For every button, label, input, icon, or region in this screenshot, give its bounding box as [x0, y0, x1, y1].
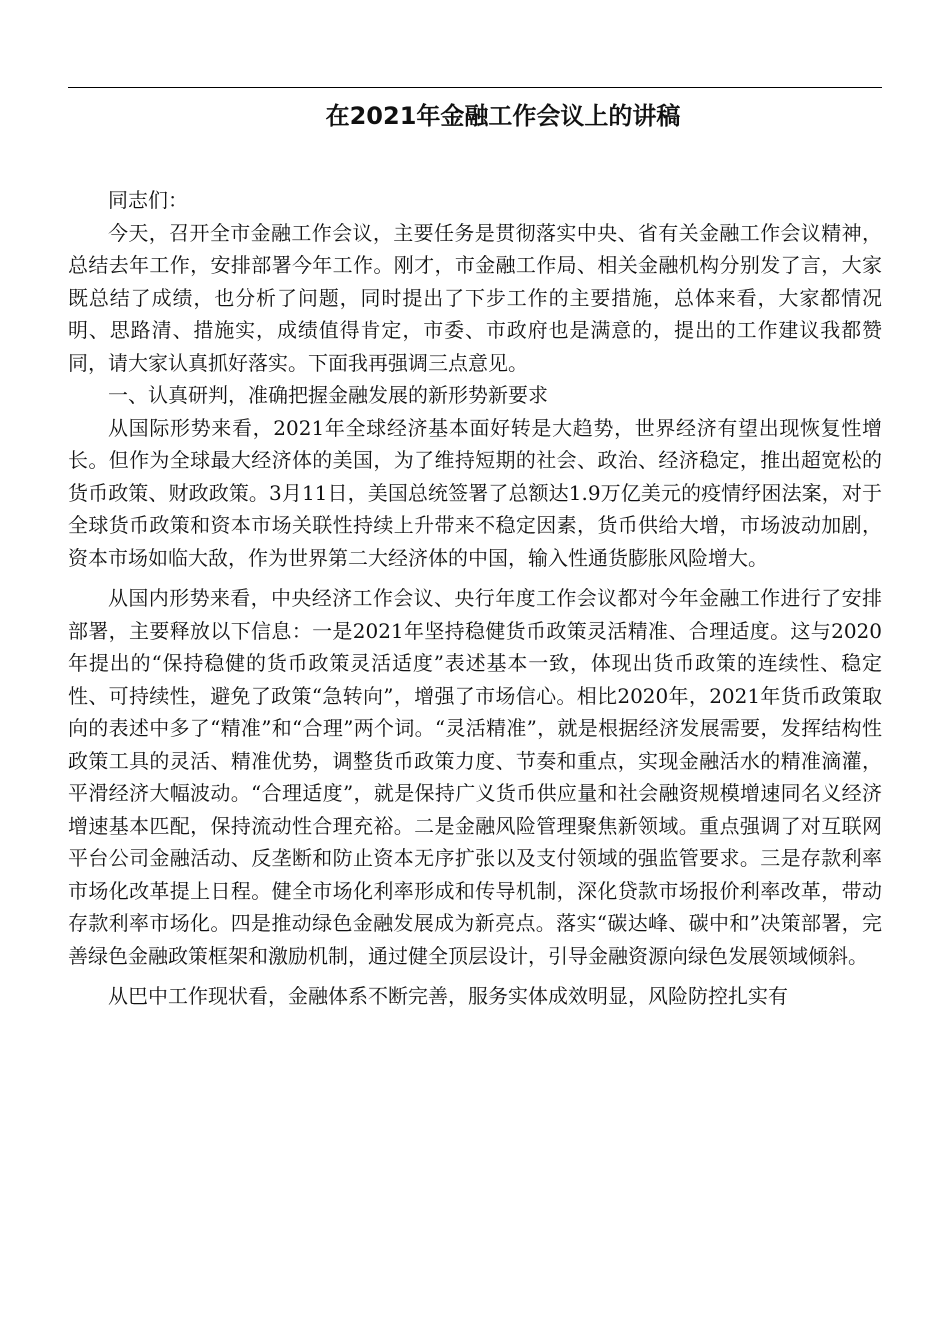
local-situation-paragraph: 从巴中工作现状看，金融体系不断完善，服务实体成效明显，风险防控扎实有 [108, 984, 788, 1008]
section-heading-1: 一、认真研判，准确把握金融发展的新形势新要求 [108, 383, 548, 407]
document-title: 在2021年金融工作会议上的讲稿 [325, 102, 681, 130]
document-body [68, 184, 882, 1013]
header-rule [68, 87, 882, 88]
domestic-situation-paragraph: 从国内形势来看，中央经济工作会议、央行年度工作会议都对今年金融工作进行了安排部署，主要释放以下信息：一是2021年坚持稳健货币政策灵活精准、合理适度。这与2020年提出的“保持稳健的货币政策灵活适度”表述基本一致，体现出货币政策的连续性、稳定性、可持续性，避免了政策“急转向”，增强了市场信心。相比2020年，2021年货币政策取向的表述中多了“精准”和“合理”两个词。“灵活精准”，就是根据经济发展需要，发挥结构性政策工具的灵活、精准优势，调整货币政策力度、节奏和重点，实现金融活水的精准滴灌，平滑经济大幅波动。“合理适度”，就是保持广义货币供应量和社会融资规模增速同名义经济增速基本匹配，保持流动性合理充裕。二是金融风险管理聚焦新领域。重点强调了对互联网平台公司金融活动、反垄断和防止资本无序扩张以及支付领域的强监管要求。三是存款利率市场化改革提上日程。健全市场化利率形成和传导机制，深化贷款市场报价利率改革，带动存款利率市场化。四是推动绿色金融发展成为新亮点。落实“碳达峰、碳中和”决策部署，完善绿色金融政策框架和激励机制，通过健全顶层设计，引导金融资源向绿色发展领域倾斜。 [68, 586, 882, 968]
international-situation-paragraph: 从国际形势来看，2021年全球经济基本面好转是大趋势，世界经济有望出现恢复性增长。但作为全球最大经济体的美国，为了维持短期的社会、政治、经济稳定，推出超宽松的货币政策、财政政策。3月11日，美国总统签署了总额达1.9万亿美元的疫情纾困法案，对于全球货币政策和资本市场关联性持续上升带来不稳定因素，货币供给大增，市场波动加剧，资本市场如临大敌，作为世界第二大经济体的中国，输入性通货膨胀风险增大。 [68, 415, 882, 570]
opening-paragraph: 今天，召开全市金融工作会议，主要任务是贯彻落实中央、省有关金融工作会议精神，总结去年工作，安排部署今年工作。刚才，市金融工作局、相关金融机构分别发了言，大家既总结了成绩，也分析了问题，同时提出了下步工作的主要措施，总体来看，大家都情况明、思路清、措施实，成绩值得肯定，市委、市政府也是满意的，提出的工作建议我都赞同，请大家认真抓好落实。下面我再强调三点意见。 [68, 220, 882, 375]
salutation-paragraph: 同志们： [108, 188, 188, 212]
